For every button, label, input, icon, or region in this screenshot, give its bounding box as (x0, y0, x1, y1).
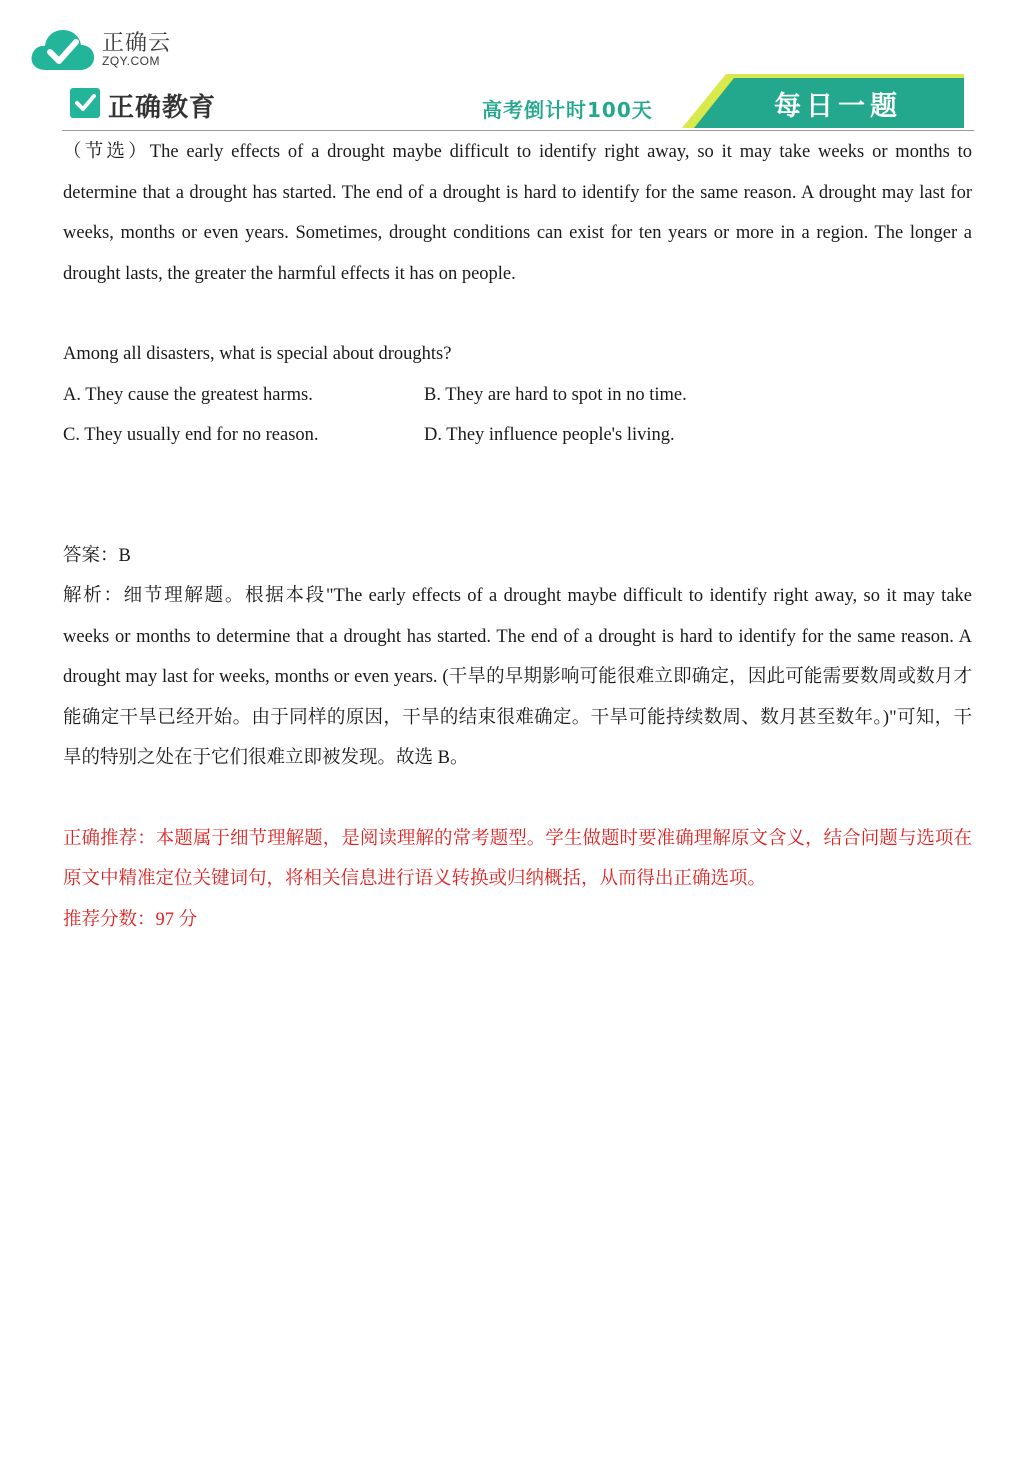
countdown-label: 高考倒计时100天 (482, 98, 653, 122)
option-b: B. They are hard to spot in no time. (424, 384, 687, 405)
question-text: Among all disasters, what is special about droughts? (63, 344, 452, 364)
check-icon (70, 88, 100, 118)
answer-text: 答案：B (63, 545, 131, 566)
option-a: A. They cause the greatest harms. (63, 384, 313, 405)
page-header (62, 74, 974, 131)
option-d: D. They influence people's living. (424, 425, 675, 445)
option-c: C. They usually end for no reason. (63, 425, 319, 445)
score-text: 推荐分数：97 分 (63, 909, 198, 930)
question-content (63, 132, 972, 940)
recommendation-text: 正确推荐：本题属于细节理解题，是阅读理解的常考题型。学生做题时要准确理解原文含义，结合问题与选项在原文中精准定位关键词句，将相关信息进行语义转换或归纳概括，从而得出正确选项。 (63, 828, 972, 889)
passage-text: （节选）The early effects of a drought maybe difficult to identify right away, so it may take weeks or months to determine that a drought has started. The end of a drought is hard to identify for the same reason. A drought may last for weeks, months or even years. Sometimes, drought conditions can exist for ten years or more in a region. The longer a drought lasts, the greater the harmful effects it has on people. (63, 142, 972, 284)
options-row-1 (63, 375, 972, 416)
brand-name: 正确教育 (108, 93, 217, 123)
logo-name-cn: 正确云 (102, 31, 172, 56)
cloud-check-icon (30, 26, 96, 72)
logo-name-en: ZQY.COM (102, 54, 160, 68)
options-row-2 (63, 415, 972, 456)
banner-title: 每日一题 (774, 91, 902, 122)
analysis-text: 解析：细节理解题。根据本段"The early effects of a drought maybe difficult to identify right away, so it may take weeks or months to determine that a drought has started. The end of a drought is hard to identify for the same reason. A drought may last for weeks, months or even years. (干旱的早期影响可能很难立即确定，因此可能需要数周或数月才能确定干旱已经开始。由于同样的原因，干旱的结束很难确定。干旱可能持续数周、数月甚至数年。)"可知，干旱的特别之处在于它们很难立即被发现。故选 B。 (63, 586, 972, 768)
zqy-logo (30, 24, 190, 76)
